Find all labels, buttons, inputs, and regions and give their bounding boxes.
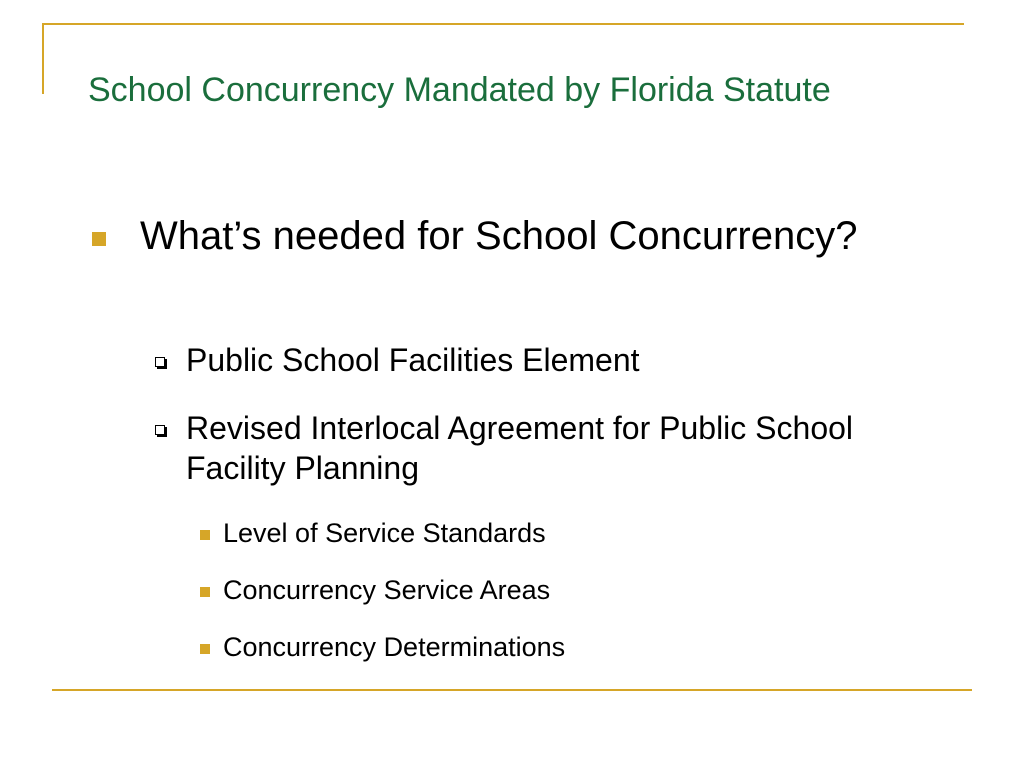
bottom-rule	[52, 689, 972, 691]
bullet-level-2: Public School Facilities Element	[186, 342, 640, 378]
top-rule	[42, 23, 964, 25]
slide-title: School Concurrency Mandated by Florida Statute	[88, 71, 831, 109]
small-square-bullet-icon	[200, 644, 210, 654]
bullet-level-2: Revised Interlocal Agreement for Public School Facility Planning	[186, 410, 854, 486]
bullet-level-1: What’s needed for School Concurrency?	[140, 214, 858, 258]
bullet-square-icon	[92, 232, 106, 246]
bullet-level-3: Concurrency Service Areas	[223, 575, 551, 605]
small-square-bullet-icon	[200, 530, 210, 540]
left-rule	[42, 23, 44, 94]
bullet-level-3: Concurrency Determinations	[223, 632, 566, 662]
small-square-bullet-icon	[200, 587, 210, 597]
bullet-level-3: Level of Service Standards	[223, 518, 546, 548]
hollow-square-bullet-icon	[155, 357, 165, 367]
hollow-square-bullet-icon	[155, 425, 165, 435]
